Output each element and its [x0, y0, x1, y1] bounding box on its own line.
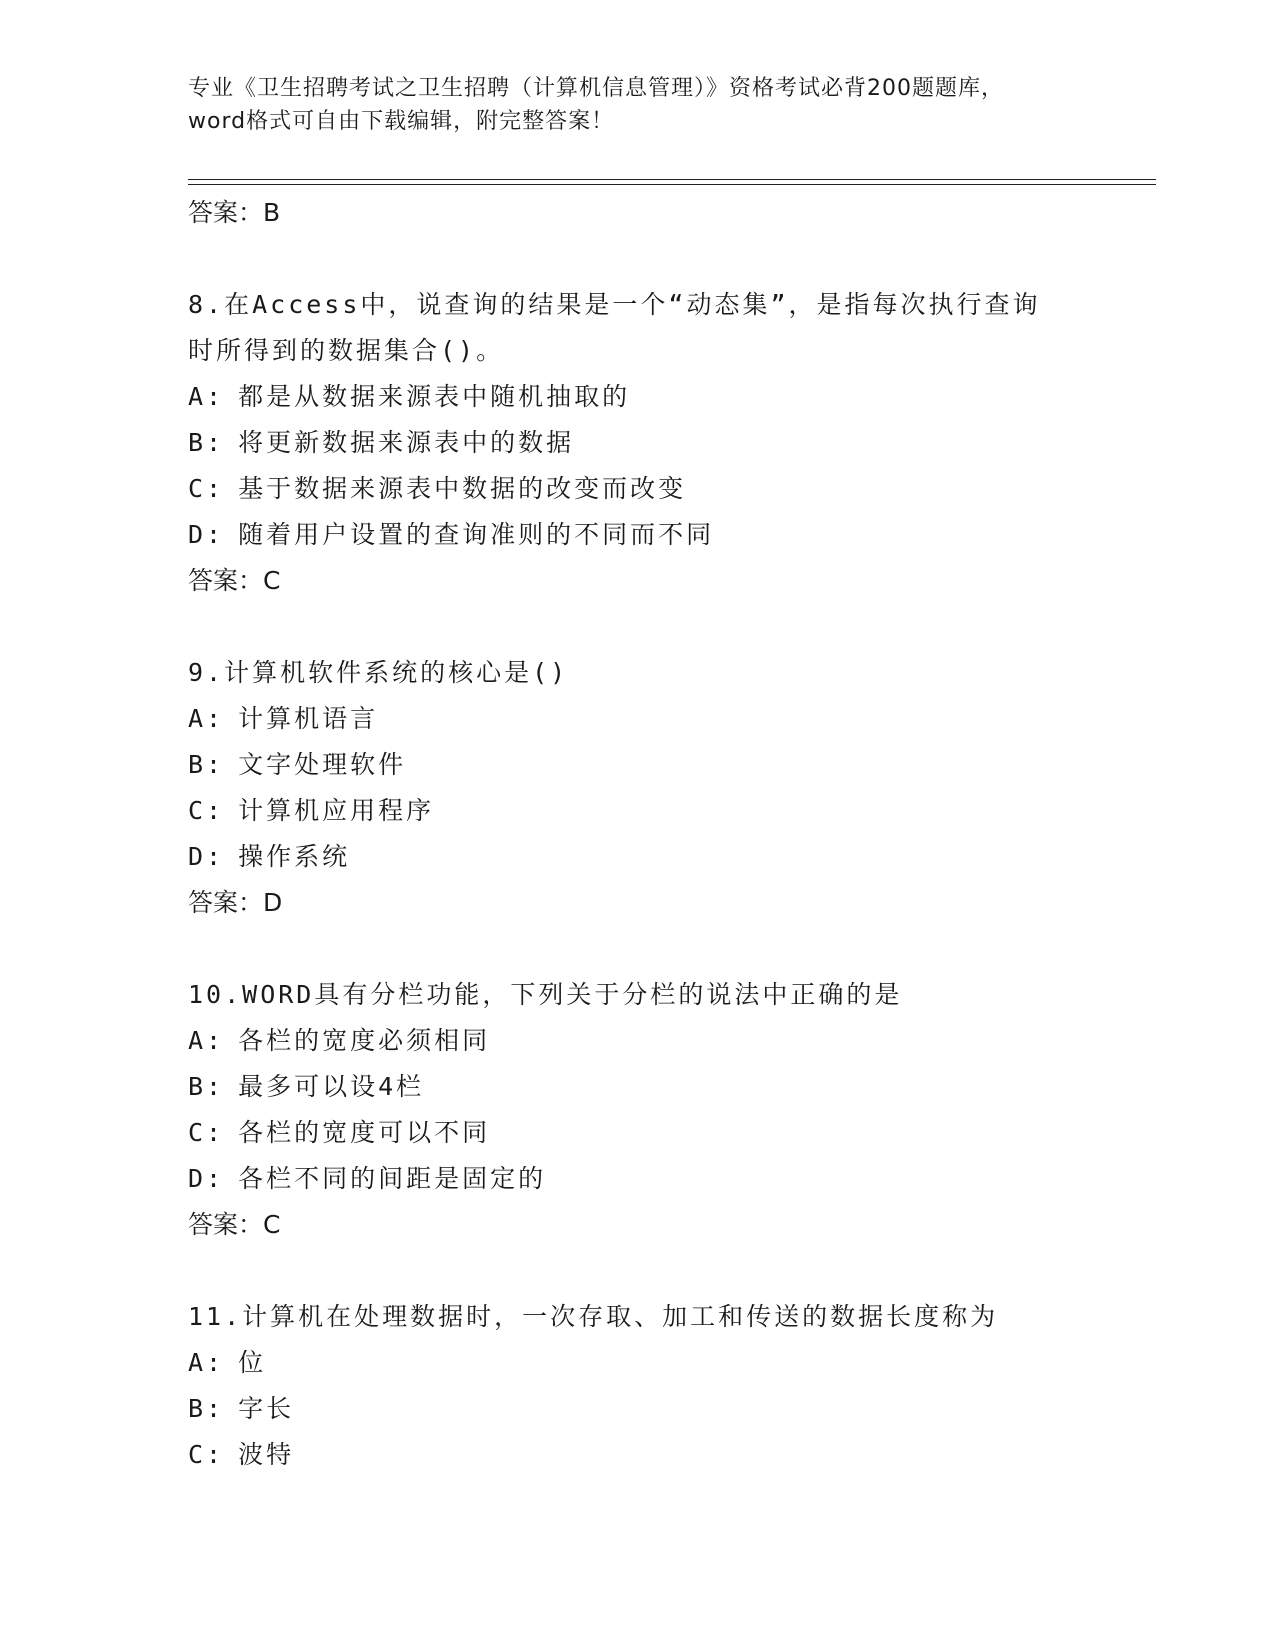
option-text: 计算机应用程序 — [238, 796, 435, 825]
option-b — [188, 420, 1148, 466]
question-text-line: 8.在Access中，说查询的结果是一个“动态集”，是指每次执行查询 — [188, 290, 1041, 319]
option-letter: D: — [188, 520, 225, 549]
question-block — [188, 972, 1148, 1248]
option-text: 最多可以设4栏 — [238, 1072, 425, 1101]
option-text: 操作系统 — [238, 842, 351, 871]
question-text — [188, 282, 1148, 374]
option-letter: C: — [188, 1440, 225, 1469]
option-letter: D: — [188, 1164, 225, 1193]
question-text-line: 时所得到的数据集合()。 — [188, 336, 505, 365]
option-a — [188, 1340, 1148, 1386]
question-text — [188, 1294, 1148, 1340]
option-text: 各栏的宽度必须相同 — [238, 1026, 491, 1055]
option-letter: B: — [188, 1394, 225, 1423]
question-block — [188, 650, 1148, 926]
option-c — [188, 466, 1148, 512]
question-text-line: 11.计算机在处理数据时，一次存取、加工和传送的数据长度称为 — [188, 1302, 999, 1331]
option-letter: A: — [188, 1026, 225, 1055]
option-text: 文字处理软件 — [238, 750, 407, 779]
option-text: 随着用户设置的查询准则的不同而不同 — [238, 520, 715, 549]
option-d — [188, 512, 1148, 558]
option-letter: B: — [188, 428, 225, 457]
option-text: 各栏的宽度可以不同 — [238, 1118, 491, 1147]
question-text-line: 10.WORD具有分栏功能，下列关于分栏的说法中正确的是 — [188, 980, 903, 1009]
option-letter: C: — [188, 474, 225, 503]
option-text: 字长 — [238, 1394, 295, 1423]
question-text — [188, 972, 1148, 1018]
option-letter: B: — [188, 750, 225, 779]
option-a — [188, 1018, 1148, 1064]
answer-line: 答案：B — [188, 198, 281, 227]
option-a — [188, 374, 1148, 420]
option-text: 波特 — [238, 1440, 295, 1469]
option-b — [188, 1064, 1148, 1110]
option-b — [188, 1386, 1148, 1432]
question-text-line: 9.计算机软件系统的核心是() — [188, 658, 569, 687]
answer-line: 答案：D — [188, 888, 283, 917]
header-line-1: 专业《卫生招聘考试之卫生招聘（计算机信息管理）》资格考试必背200题题库， — [188, 76, 1004, 101]
header-line-2: word格式可自由下载编辑，附完整答案！ — [188, 109, 615, 134]
option-letter: C: — [188, 796, 225, 825]
option-letter: D: — [188, 842, 225, 871]
question-list — [188, 190, 1148, 1478]
document-header — [188, 72, 1088, 138]
option-c — [188, 788, 1148, 834]
option-text: 位 — [238, 1348, 267, 1377]
option-text: 基于数据来源表中数据的改变而改变 — [238, 474, 687, 503]
option-text: 各栏不同的间距是固定的 — [238, 1164, 547, 1193]
option-text: 将更新数据来源表中的数据 — [238, 428, 575, 457]
question-text — [188, 650, 1148, 696]
option-text: 计算机语言 — [238, 704, 379, 733]
option-letter: B: — [188, 1072, 225, 1101]
option-b — [188, 742, 1148, 788]
option-c — [188, 1432, 1148, 1478]
option-letter: A: — [188, 382, 225, 411]
option-c — [188, 1110, 1148, 1156]
option-d — [188, 1156, 1148, 1202]
question-block — [188, 1294, 1148, 1478]
answer-line: 答案：C — [188, 566, 281, 595]
header-divider-bottom — [188, 184, 1156, 185]
option-letter: A: — [188, 704, 225, 733]
option-text: 都是从数据来源表中随机抽取的 — [238, 382, 631, 411]
answer-line: 答案：C — [188, 1210, 281, 1239]
option-a — [188, 696, 1148, 742]
option-letter: A: — [188, 1348, 225, 1377]
option-d — [188, 834, 1148, 880]
header-divider-top — [188, 179, 1156, 180]
option-letter: C: — [188, 1118, 225, 1147]
question-block — [188, 282, 1148, 604]
